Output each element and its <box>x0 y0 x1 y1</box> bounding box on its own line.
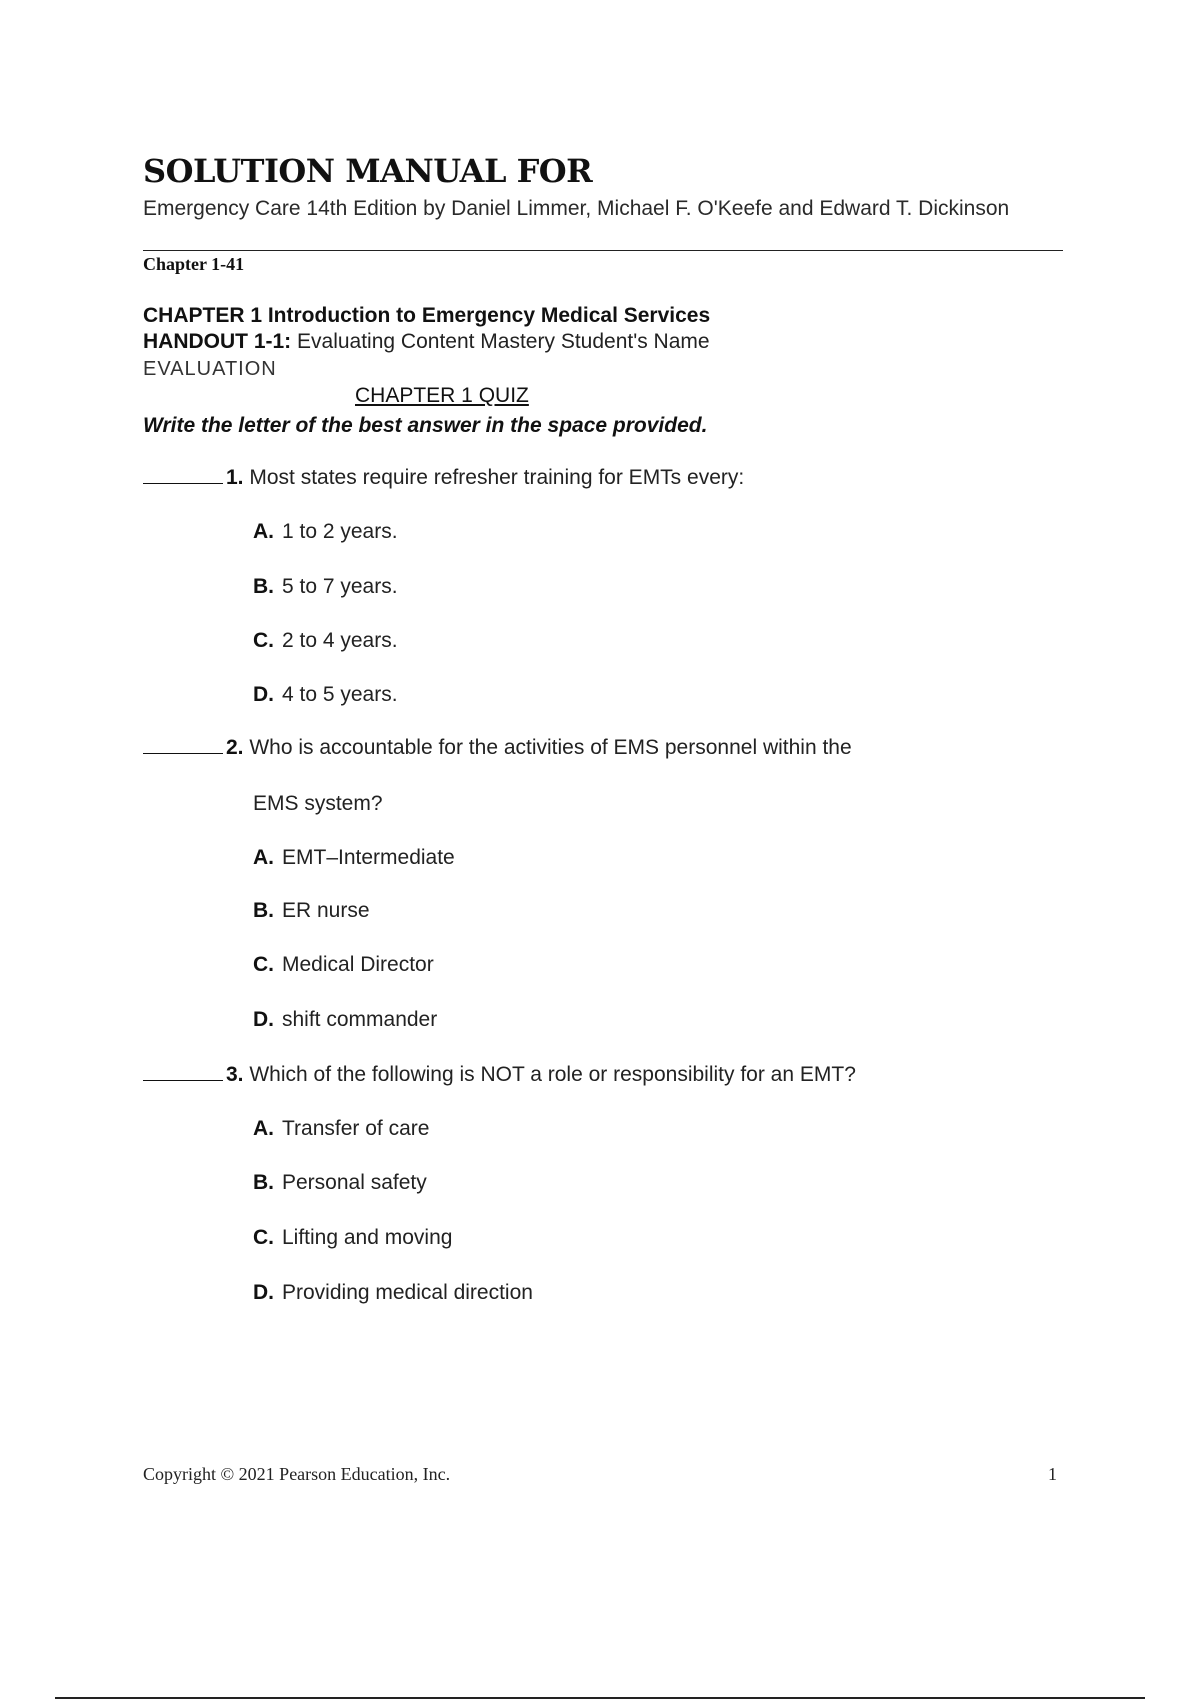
option-text: shift commander <box>282 1008 438 1031</box>
question-text: Who is accountable for the activities of EMS personnel within the <box>249 736 852 759</box>
option-letter: B. <box>253 575 274 598</box>
option-letter: A. <box>253 520 274 543</box>
option-letter: C. <box>253 629 274 652</box>
option-letter: A. <box>253 846 274 869</box>
question-1 <box>143 466 744 490</box>
option-d <box>253 683 398 707</box>
question-text: Most states require refresher training for EMTs every: <box>249 466 745 489</box>
option-letter: C. <box>253 953 274 976</box>
option-text: 1 to 2 years. <box>282 520 398 543</box>
option-letter: B. <box>253 1171 274 1194</box>
option-d <box>253 1008 437 1032</box>
question-text-continued: EMS system? <box>253 792 383 815</box>
option-letter: B. <box>253 899 274 922</box>
handout-text: Evaluating Content Mastery Student's Name <box>297 330 710 353</box>
option-letter: C. <box>253 1226 274 1249</box>
quiz-instructions: Write the letter of the best answer in the space provided. <box>143 414 708 437</box>
evaluation-label: EVALUATION <box>143 358 277 380</box>
option-c <box>253 1226 452 1250</box>
chapter-heading: CHAPTER 1 Introduction to Emergency Medical Services <box>143 304 711 327</box>
option-text: ER nurse <box>282 899 370 922</box>
question-number: 2. <box>226 736 244 759</box>
option-a <box>253 1117 429 1141</box>
option-letter: A. <box>253 1117 274 1140</box>
question-number: 3. <box>226 1063 244 1086</box>
question-3 <box>143 1063 856 1087</box>
option-b <box>253 1171 427 1195</box>
copyright-notice: Copyright © 2021 Pearson Education, Inc. <box>143 1464 451 1484</box>
option-text: Personal safety <box>282 1171 427 1194</box>
page-bottom-divider <box>55 1697 1145 1699</box>
question-2 <box>143 736 852 760</box>
question-text: Which of the following is NOT a role or responsibility for an EMT? <box>249 1063 856 1086</box>
chapter-range: Chapter 1-41 <box>143 254 245 274</box>
option-text: 2 to 4 years. <box>282 629 398 652</box>
option-text: Providing medical direction <box>282 1281 533 1304</box>
option-letter: D. <box>253 1008 274 1031</box>
option-b <box>253 899 370 923</box>
option-text: 4 to 5 years. <box>282 683 398 706</box>
handout-label: HANDOUT 1-1: <box>143 330 292 353</box>
document-title: SOLUTION MANUAL FOR <box>143 152 593 190</box>
option-letter: D. <box>253 683 274 706</box>
handout-line <box>143 330 710 354</box>
option-text: Transfer of care <box>282 1117 430 1140</box>
header-divider <box>143 250 1063 251</box>
option-text: Lifting and moving <box>282 1226 453 1249</box>
option-a <box>253 846 455 870</box>
option-c <box>253 629 398 653</box>
page-number: 1 <box>1048 1464 1057 1484</box>
option-a <box>253 520 398 544</box>
answer-blank[interactable] <box>143 753 223 754</box>
quiz-title: CHAPTER 1 QUIZ <box>355 384 529 407</box>
option-letter: D. <box>253 1281 274 1304</box>
answer-blank[interactable] <box>143 1080 223 1081</box>
option-c <box>253 953 434 977</box>
document-subtitle: Emergency Care 14th Edition by Daniel Limmer, Michael F. O'Keefe and Edward T. Dickinson <box>143 197 1010 220</box>
option-text: Medical Director <box>282 953 434 976</box>
option-d <box>253 1281 533 1305</box>
option-text: 5 to 7 years. <box>282 575 398 598</box>
question-number: 1. <box>226 466 244 489</box>
answer-blank[interactable] <box>143 483 223 484</box>
option-text: EMT–Intermediate <box>282 846 455 869</box>
option-b <box>253 575 398 599</box>
